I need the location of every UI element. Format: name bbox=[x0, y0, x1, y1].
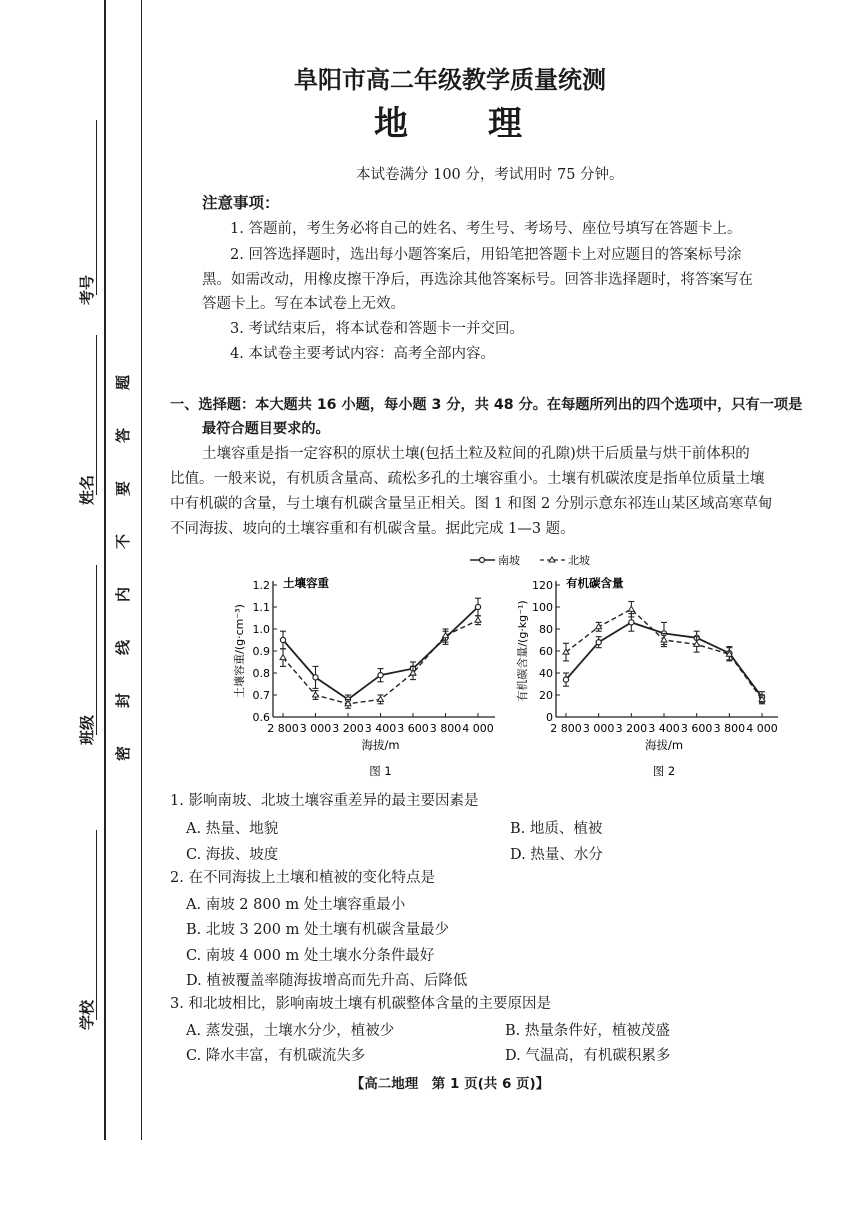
notice-item: 1. 答题前，考生务必将自己的姓名、考生号、考场号、座位号填写在答题卡上。 bbox=[230, 221, 742, 237]
option[interactable]: D. 植被覆盖率随海拔增高而先升高、后降低 bbox=[186, 973, 468, 989]
data-point-south bbox=[280, 637, 285, 642]
x-tick-label: 4 000 bbox=[746, 722, 778, 735]
legend-north-label: 北坡 bbox=[568, 554, 590, 567]
y-axis-label: 土壤容重/(g·cm⁻³) bbox=[233, 604, 246, 698]
y-tick-label: 120 bbox=[532, 579, 553, 592]
chart-title: 有机碳含量 bbox=[566, 576, 624, 590]
x-tick-label: 3 400 bbox=[648, 722, 680, 735]
option[interactable]: B. 热量条件好，植被茂盛 bbox=[505, 1023, 670, 1039]
x-tick-label: 3 800 bbox=[713, 722, 746, 735]
x-tick-label: 3 800 bbox=[429, 722, 462, 735]
x-tick-label: 3 600 bbox=[397, 722, 429, 735]
y-tick-label: 1.0 bbox=[252, 623, 270, 636]
option[interactable]: D. 气温高，有机碳积累多 bbox=[505, 1048, 671, 1064]
notice-item: 答题卡上。写在本试卷上无效。 bbox=[202, 296, 405, 312]
passage-line: 中有机碳的含量，与土壤有机碳含量呈正相关。图 1 和图 2 分别示意东祁连山某区域高寒草甸 bbox=[170, 496, 773, 512]
seal-char: 密 bbox=[114, 745, 133, 762]
page-footer: 【高二地理 第 1 页(共 6 页)】 bbox=[350, 1076, 550, 1092]
field-label-exam-number: 考号 bbox=[78, 274, 96, 305]
field-label-class: 班级 bbox=[78, 714, 96, 745]
y-tick-label: 60 bbox=[539, 645, 553, 658]
chart-title: 土壤容重 bbox=[283, 576, 329, 590]
y-axis-label: 有机碳含量/(g·kg⁻¹) bbox=[516, 600, 529, 702]
y-tick-label: 20 bbox=[539, 689, 553, 702]
figure-caption: 图 1 bbox=[369, 764, 392, 778]
y-tick-label: 0.7 bbox=[252, 689, 270, 702]
exam-title: 阜阳市高二年级教学质量统测 bbox=[294, 66, 606, 94]
series-line-south bbox=[283, 607, 478, 699]
option[interactable]: A. 蒸发强，土壤水分少，植被少 bbox=[186, 1023, 395, 1039]
x-tick-label: 3 600 bbox=[680, 722, 713, 735]
y-tick-label: 0 bbox=[546, 711, 553, 724]
subject-title: 地 理 bbox=[374, 104, 526, 144]
data-point-north bbox=[313, 692, 319, 697]
notice-item: 2. 回答选择题时，选出每小题答案后，用铅笔把答题卡上对应题目的答案标号涂 bbox=[230, 247, 742, 263]
field-label-name: 姓名 bbox=[78, 474, 96, 505]
y-tick-label: 1.2 bbox=[252, 579, 270, 592]
data-point-north bbox=[628, 606, 634, 611]
x-tick-label: 3 000 bbox=[582, 722, 615, 735]
x-tick-label: 4 000 bbox=[462, 722, 494, 735]
seal-char: 答 bbox=[114, 427, 133, 444]
data-point-south bbox=[313, 675, 318, 680]
data-point-north bbox=[280, 655, 286, 660]
seal-char: 要 bbox=[114, 480, 133, 497]
data-point-south bbox=[629, 620, 634, 625]
x-tick-label: 3 200 bbox=[332, 722, 364, 735]
school-blank[interactable] bbox=[96, 830, 97, 1020]
section-heading: 最符合题目要求的。 bbox=[202, 421, 330, 437]
option[interactable]: C. 降水丰富，有机碳流失多 bbox=[186, 1048, 366, 1064]
option[interactable]: C. 南坡 4 000 m 处土壤水分条件最好 bbox=[186, 948, 435, 964]
x-tick-label: 3 000 bbox=[299, 722, 332, 735]
notice-item: 4. 本试卷主要考试内容：高考全部内容。 bbox=[230, 346, 495, 362]
field-label-school: 学校 bbox=[78, 999, 96, 1030]
y-tick-label: 0.6 bbox=[252, 711, 270, 724]
data-point-south bbox=[378, 673, 383, 678]
seal-char: 不 bbox=[114, 533, 133, 550]
data-point-north bbox=[378, 696, 384, 701]
x-tick-label: 3 400 bbox=[364, 722, 397, 735]
legend-south-label: 南坡 bbox=[498, 554, 520, 567]
notice-item: 3. 考试结束后，将本试卷和答题卡一并交回。 bbox=[230, 321, 524, 337]
section-heading: 一、选择题：本大题共 16 小题，每小题 3 分，共 48 分。在每题所列出的四个选项中，只有一项是 bbox=[170, 397, 803, 413]
data-point-south bbox=[596, 640, 601, 645]
option[interactable]: B. 地质、植被 bbox=[510, 821, 603, 837]
y-tick-label: 0.8 bbox=[252, 667, 270, 680]
option[interactable]: B. 北坡 3 200 m 处土壤有机碳含量最少 bbox=[186, 922, 449, 938]
seal-char: 内 bbox=[114, 586, 133, 603]
option[interactable]: D. 热量、水分 bbox=[510, 847, 603, 863]
passage-line: 不同海拔、坡向的土壤容重和有机碳含量。据此完成 1—3 题。 bbox=[170, 521, 575, 537]
option[interactable]: A. 南坡 2 800 m 处土壤容重最小 bbox=[186, 897, 406, 913]
y-tick-label: 0.9 bbox=[252, 645, 270, 658]
data-point-north bbox=[475, 617, 481, 622]
x-axis-label: 海拔/m bbox=[644, 738, 684, 752]
y-tick-label: 100 bbox=[532, 601, 553, 614]
option[interactable]: A. 热量、地貌 bbox=[186, 821, 279, 837]
x-tick-label: 3 200 bbox=[615, 722, 648, 735]
passage-line: 土壤容重是指一定容积的原状土壤(包括土粒及粒间的孔隙)烘干后质量与烘干前体积的 bbox=[202, 446, 750, 462]
seal-char: 封 bbox=[114, 692, 133, 709]
question-stem: 1. 影响南坡、北坡土壤容重差异的最主要因素是 bbox=[170, 793, 479, 809]
question-stem: 2. 在不同海拔上土壤和植被的变化特点是 bbox=[170, 870, 435, 886]
legend-south-marker bbox=[480, 558, 485, 563]
notice-item: 黑。如需改动，用橡皮擦干净后，再选涂其他答案标号。回答非选择题时，将答案写在 bbox=[202, 272, 753, 288]
exam-info: 本试卷满分 100 分，考试用时 75 分钟。 bbox=[356, 167, 624, 183]
x-tick-label: 2 800 bbox=[267, 722, 299, 735]
question-stem: 3. 和北坡相比，影响南坡土壤有机碳整体含量的主要原因是 bbox=[170, 996, 551, 1012]
passage-line: 比值。一般来说，有机质含量高、疏松多孔的土壤容重小。土壤有机碳浓度是指单位质量土壤 bbox=[170, 471, 765, 487]
notice-heading: 注意事项： bbox=[202, 194, 280, 212]
data-point-south bbox=[563, 677, 568, 682]
option[interactable]: C. 海拔、坡度 bbox=[186, 847, 279, 863]
y-tick-label: 80 bbox=[539, 623, 553, 636]
y-tick-label: 40 bbox=[539, 667, 553, 680]
x-axis-label: 海拔/m bbox=[361, 738, 400, 752]
series-line-north bbox=[283, 620, 478, 704]
seal-char: 线 bbox=[114, 639, 133, 656]
y-tick-label: 1.1 bbox=[252, 601, 270, 614]
seal-char: 题 bbox=[114, 374, 133, 391]
x-tick-label: 2 800 bbox=[550, 722, 582, 735]
data-point-south bbox=[475, 604, 480, 609]
figure-caption: 图 2 bbox=[652, 764, 676, 778]
